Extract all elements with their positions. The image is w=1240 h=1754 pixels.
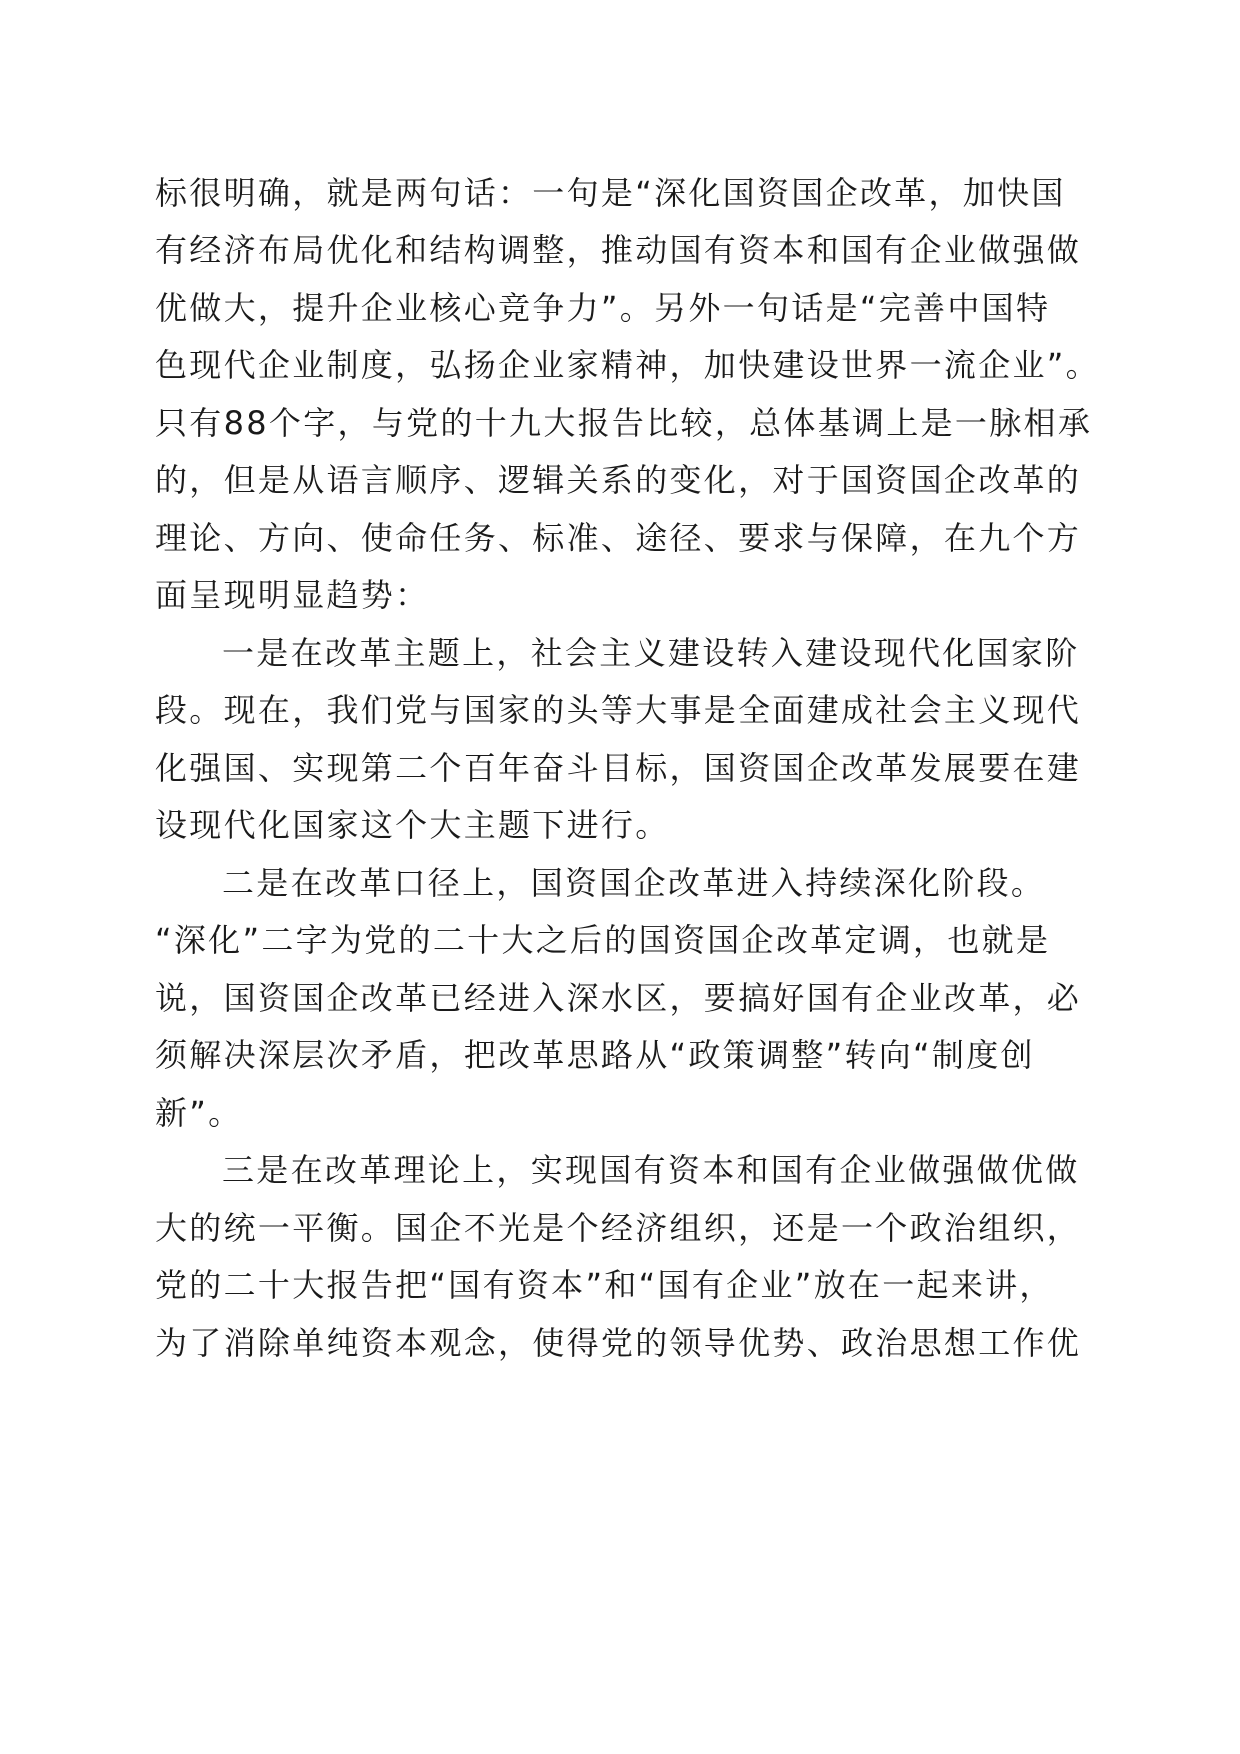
text-line: 大的统一平衡。国企不光是个经济组织，还是一个政治组织， [155, 1209, 1082, 1247]
text-line: 为了消除单纯资本观念，使得党的领导优势、政治思想工作优 [155, 1324, 1082, 1362]
text-line: 党的二十大报告把“国有资本”和“国有企业”放在一起来讲， [155, 1266, 1054, 1304]
text-line: 的，但是从语言顺序、逻辑关系的变化，对于国资国企改革的 [155, 461, 1082, 499]
text-line: 设现代化国家这个大主题下进行。 [155, 806, 670, 844]
paragraph-first-line: 二是在改革口径上，国资国企改革进入持续深化阶段。 [222, 864, 1046, 902]
text-line: 优做大，提升企业核心竞争力”。另外一句话是“完善中国特 [155, 289, 1051, 327]
text-line: 理论、方向、使命任务、标准、途径、要求与保障，在九个方 [155, 519, 1082, 557]
text-line: 说，国资国企改革已经进入深水区，要搞好国有企业改革，必 [155, 979, 1082, 1017]
text-line: 面呈现明显趋势： [155, 576, 430, 614]
text-line: 段。现在，我们党与国家的头等大事是全面建成社会主义现代 [155, 691, 1082, 729]
text-line: 标很明确，就是两句话：一句是“深化国资国企改革，加快国 [155, 174, 1066, 212]
paragraph-first-line: 一是在改革主题上，社会主义建设转入建设现代化国家阶 [222, 634, 1080, 672]
text-line: 须解决深层次矛盾，把改革思路从“政策调整”转向“制度创 [155, 1036, 1035, 1074]
text-line: 有经济布局优化和结构调整，推动国有资本和国有企业做强做 [155, 231, 1082, 269]
paragraph-first-line: 三是在改革理论上，实现国有资本和国有企业做强做优做 [222, 1151, 1080, 1189]
text-line: 只有88个字，与党的十九大报告比较，总体基调上是一脉相承 [155, 404, 1093, 442]
text-line: 化强国、实现第二个百年奋斗目标，国资国企改革发展要在建 [155, 749, 1082, 787]
text-line: “深化”二字为党的二十大之后的国资国企改革定调，也就是 [155, 921, 1051, 959]
text-line: 新”。 [155, 1094, 243, 1132]
text-line: 色现代企业制度，弘扬企业家精神，加快建设世界一流企业”。 [155, 346, 1100, 384]
